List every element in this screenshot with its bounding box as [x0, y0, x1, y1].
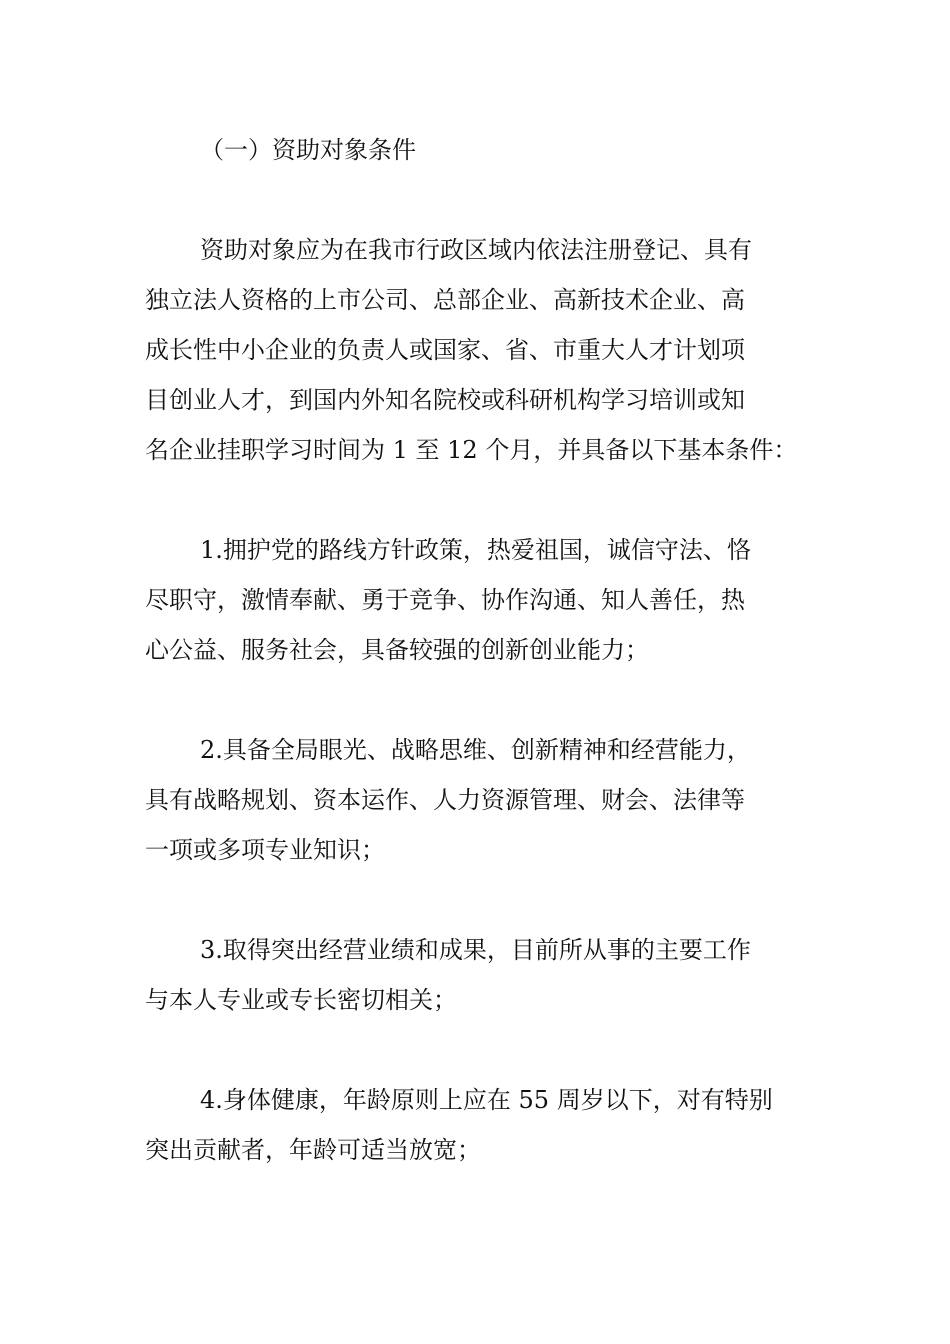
paragraph-line: 独立法人资格的上市公司、总部企业、高新技术企业、高: [145, 286, 745, 314]
section-heading: （一）资助对象条件: [200, 136, 416, 164]
paragraph-line: 名企业挂职学习时间为 1 至 12 个月，并具备以下基本条件：: [145, 436, 798, 464]
paragraph-line: 目创业人才，到国内外知名院校或科研机构学习培训或知: [145, 386, 745, 414]
paragraph-line: 资助对象应为在我市行政区域内依法注册登记、具有: [200, 236, 752, 264]
paragraph-line: 2.具备全局眼光、战略思维、创新精神和经营能力，: [200, 736, 751, 764]
condition-item-4: [145, 1075, 810, 1175]
intro-paragraph: [145, 225, 810, 475]
paragraph-line: 3.取得突出经营业绩和成果，目前所从事的主要工作: [200, 936, 751, 964]
condition-item-3: [145, 925, 810, 1025]
paragraph-line: 具有战略规划、资本运作、人力资源管理、财会、法律等: [145, 786, 745, 814]
condition-item-1: [145, 525, 810, 675]
paragraph-line: 一项或多项专业知识；: [145, 836, 385, 864]
paragraph-line: 4.身体健康，年龄原则上应在 55 周岁以下，对有特别: [200, 1086, 773, 1114]
paragraph-line: 心公益、服务社会，具备较强的创新创业能力；: [145, 636, 649, 664]
paragraph-line: 1.拥护党的路线方针政策，热爱祖国，诚信守法、恪: [200, 536, 751, 564]
paragraph-line: 与本人专业或专长密切相关；: [145, 986, 457, 1014]
paragraph-line: 成长性中小企业的负责人或国家、省、市重大人才计划项: [145, 336, 745, 364]
paragraph-line: 突出贡献者，年龄可适当放宽；: [145, 1136, 481, 1164]
condition-item-2: [145, 725, 810, 875]
paragraph-line: 尽职守，激情奉献、勇于竞争、协作沟通、知人善任，热: [145, 586, 745, 614]
